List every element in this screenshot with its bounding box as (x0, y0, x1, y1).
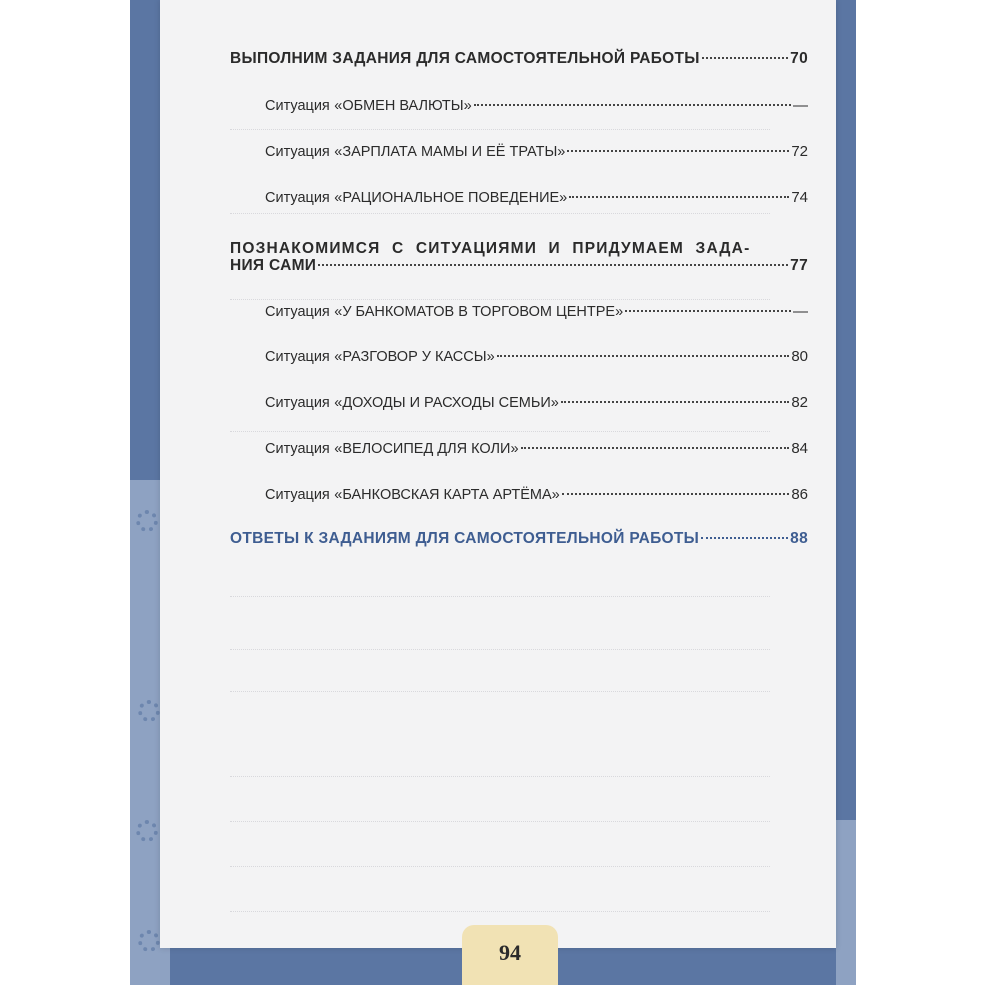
bleed-through-line (230, 820, 770, 822)
toc-situation-title: «ВЕЛОСИПЕД ДЛЯ КОЛИ» (334, 441, 519, 457)
toc-page-number: — (793, 97, 808, 114)
dot-leader (318, 264, 788, 266)
toc-entry-section-1[interactable] (160, 50, 836, 68)
gear-icon (138, 930, 160, 952)
toc-situation-prefix: Ситуация (265, 190, 330, 206)
bleed-through-line (230, 298, 770, 300)
dot-leader (702, 57, 788, 59)
dot-leader (567, 150, 789, 152)
page-number-badge (462, 925, 558, 985)
toc-section-title: ВЫПОЛНИМ ЗАДАНИЯ ДЛЯ САМОСТОЯТЕЛЬНОЙ РАБОТЫ (230, 50, 700, 67)
gear-icon (136, 510, 158, 532)
toc-section-title-line1: ПОЗНАКОМИМСЯ С СИТУАЦИЯМИ И ПРИДУМАЕМ ЗАДА- (230, 240, 751, 257)
toc-situation-prefix: Ситуация (265, 349, 330, 365)
dot-leader (625, 310, 791, 312)
toc-page-number: 80 (791, 348, 808, 365)
toc-page-number: 82 (791, 394, 808, 411)
bleed-through-line (230, 690, 770, 692)
toc-situation-title: «РАЗГОВОР У КАССЫ» (334, 349, 495, 365)
bleed-through-line (230, 595, 770, 597)
toc-section-title-line2: НИЯ САМИ (230, 257, 317, 274)
bleed-through-line (230, 648, 770, 650)
toc-page-number: 74 (791, 189, 808, 206)
bleed-through-line (230, 910, 770, 912)
dot-leader (497, 355, 790, 357)
page-number: 94 (499, 940, 521, 965)
toc-entry-situation[interactable] (160, 440, 836, 458)
toc-page-number: 88 (790, 530, 808, 547)
toc-situation-title: «РАЦИОНАЛЬНОЕ ПОВЕДЕНИЕ» (334, 190, 568, 206)
toc-situation-prefix: Ситуация (265, 487, 330, 503)
toc-entry-situation[interactable] (160, 486, 836, 504)
toc-entry-situation[interactable] (160, 394, 836, 412)
toc-situation-title: «БАНКОВСКАЯ КАРТА АРТЁМА» (334, 487, 560, 503)
toc-page-number: 77 (790, 257, 808, 274)
dot-leader (701, 537, 788, 539)
bleed-through-line (230, 775, 770, 777)
toc-situation-title: «ДОХОДЫ И РАСХОДЫ СЕМЬИ» (334, 395, 559, 411)
toc-entry-situation[interactable] (160, 303, 836, 321)
book-page (160, 0, 836, 948)
toc-situation-title: «ЗАРПЛАТА МАМЫ И ЕЁ ТРАТЫ» (334, 144, 566, 160)
toc-page-number: 72 (791, 143, 808, 160)
dot-leader (562, 493, 790, 495)
toc-situation-title: «ОБМЕН ВАЛЮТЫ» (334, 98, 472, 114)
dot-leader (561, 401, 789, 403)
toc-situation-prefix: Ситуация (265, 304, 330, 320)
toc-entry-situation[interactable] (160, 143, 836, 161)
dot-leader (474, 104, 791, 106)
bleed-through-line (230, 865, 770, 867)
bleed-through-line (230, 212, 770, 214)
toc-situation-prefix: Ситуация (265, 395, 330, 411)
bleed-through-line (230, 430, 770, 432)
bleed-through-line (230, 128, 770, 130)
toc-situation-prefix: Ситуация (265, 441, 330, 457)
gear-icon (138, 700, 160, 722)
toc-answers-title: ОТВЕТЫ К ЗАДАНИЯМ ДЛЯ САМОСТОЯТЕЛЬНОЙ РАБОТЫ (230, 530, 700, 547)
toc-situation-prefix: Ситуация (265, 98, 330, 114)
dot-leader (569, 196, 789, 198)
gear-pattern-right (836, 820, 856, 985)
toc-page-number: 86 (791, 486, 808, 503)
toc-page-number: 70 (790, 50, 808, 67)
toc-situation-prefix: Ситуация (265, 144, 330, 160)
toc-entry-situation[interactable] (160, 97, 836, 115)
dot-leader (521, 447, 790, 449)
toc-situation-title: «У БАНКОМАТОВ В ТОРГОВОМ ЦЕНТРЕ» (334, 304, 624, 320)
toc-entry-section-2[interactable] (160, 257, 836, 275)
toc-entry-answers[interactable] (160, 530, 836, 548)
toc-entry-situation[interactable] (160, 348, 836, 366)
toc-page-number: — (793, 303, 808, 320)
gear-icon (136, 820, 158, 842)
toc-page-number: 84 (791, 440, 808, 457)
toc-entry-situation[interactable] (160, 189, 836, 207)
